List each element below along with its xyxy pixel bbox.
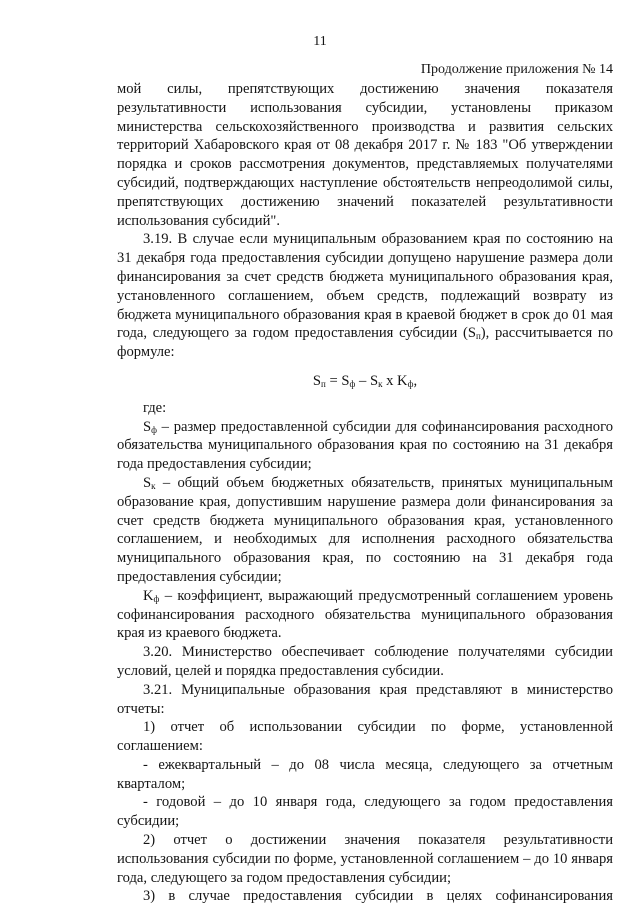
formula — [117, 372, 613, 391]
paragraph-text: 3.19. В случае если муниципальным образованием края по состоянию на 31 декабря года предоставления субсидии допущено нарушение размера доли финансирования за счет средств бюджета муниципального образования края, установленного соглашением, объем средств, подлежащий возврату из бюджета муниципального образования края в краевой бюджет в срок до 01 мая года, следующего за годом предоставления субсидии (S — [117, 231, 613, 342]
list-item: - годовой – до 10 января года, следующего за годом предоставления субсидии; — [117, 794, 613, 830]
subscript: ф — [349, 378, 356, 389]
paragraph-text: ), рассчитывается по формуле: — [117, 325, 613, 361]
list-item: - ежеквартальный – до 08 числа месяца, следующего за отчетным кварталом; — [117, 756, 613, 792]
symbol: S — [143, 474, 152, 491]
subscript: к — [378, 378, 383, 389]
subscript: п — [321, 378, 326, 389]
list-item: 1) отчет об использовании субсидии по форме, установленной соглашением: — [117, 719, 613, 755]
paragraph: мой силы, препятствующих достижению значения показателя результативности использования субсидии, установлены приказом министерства сельскохозяйственного производства и развития сельских территорий Хабаровского края от 08 декабря 2017 г. № 183 "Об утверждении порядка и сроков рассмотрения документов, представляемых получателями субсидий, подтверждающих наступление обстоятельств непреодолимой силы, препятствующих достижению значений показателей результативности использования субсидий". — [117, 81, 613, 229]
continuation-label: Продолжение приложения № 14 — [420, 62, 613, 77]
symbol: K — [143, 587, 154, 604]
formula-part: , — [413, 372, 418, 389]
page-number: 11 — [313, 34, 327, 49]
formula-part: x K — [382, 372, 408, 389]
subscript: ф — [407, 378, 414, 389]
definition-sf — [117, 418, 613, 474]
definition-text: – размер предоставленной субсидии для софинансирования расходного обязательства муниципального образования края по состоянию на 31 декабря года предоставления субсидии; — [117, 418, 613, 473]
document-body — [117, 80, 613, 906]
definition-text: – общий объем бюджетных обязательств, принятых муниципальным образование края, допустившим нарушение размера доли финансирования за счет средств бюджета муниципального образования края, установленного соглашением, и необходимых для исполнения расходного обязательства муниципального образования края, по состоянию на 31 декабря года предоставления субсидии; — [117, 474, 613, 585]
formula-part: – S — [355, 372, 379, 389]
where-label: где: — [143, 399, 167, 416]
symbol: S — [143, 418, 152, 435]
subscript: ф — [153, 593, 160, 604]
list-item: 3) в случае предоставления субсидии в целях софинансирования — [143, 888, 613, 905]
definition-text: – коэффициент, выражающий предусмотренный соглашением уровень софинансирования расходного обязательства муниципального образования края из краевого бюджета. — [117, 587, 613, 642]
formula-part: = S — [325, 372, 350, 389]
definition-kf — [117, 587, 613, 643]
paragraph-3-21: 3.21. Муниципальные образования края представляют в министерство отчеты: — [117, 681, 613, 717]
paragraph-3-20: 3.20. Министерство обеспечивает соблюдение получателями субсидии условий, целей и порядка предоставления субсидии. — [117, 644, 613, 679]
formula-part: S — [312, 372, 322, 389]
subscript: к — [151, 480, 156, 491]
definition-sk — [117, 474, 613, 587]
subscript: ф — [151, 424, 157, 435]
subscript: п — [475, 331, 481, 342]
paragraph-3-19 — [117, 230, 613, 362]
list-item: 2) отчет о достижении значения показателя результативности использования субсидии по форме, установленной соглашением – до 10 января года, следующего за годом предоставления субсидии; — [117, 832, 613, 886]
